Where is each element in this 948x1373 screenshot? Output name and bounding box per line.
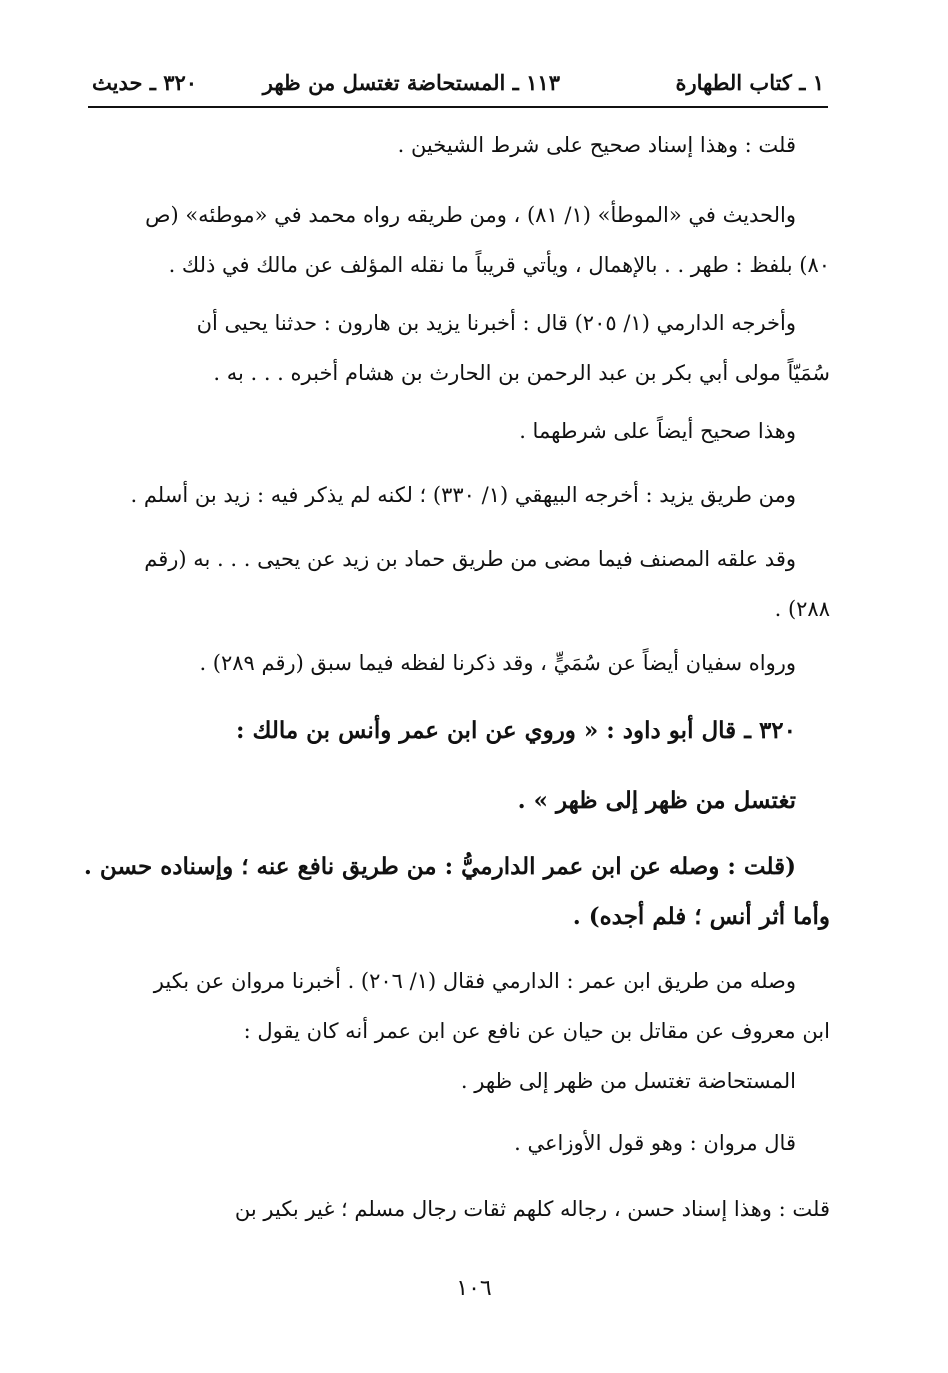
paragraph-9 <box>120 1118 830 1168</box>
text-line: وأخرجه الدارمي (١/ ٢٠٥) قال : أخبرنا يزيد بن هارون : حدثنا يحيى أن <box>196 311 796 335</box>
hadith-320-heading <box>120 706 830 756</box>
paragraph-7 <box>120 638 830 688</box>
quoted-text <box>120 1056 830 1106</box>
text-line: تغتسل من ظهر إلى ظهر » . <box>517 787 796 814</box>
paragraph-3 <box>120 298 830 398</box>
page-number: ١٠٦ <box>456 1276 492 1301</box>
paragraph-1 <box>120 120 830 170</box>
text-line: سُمَيّاً مولى أبي بكر بن عبد الرحمن بن الحارث بن هشام أخبره . . . به . <box>213 361 830 385</box>
paragraph-5 <box>120 470 830 520</box>
text-line: وهذا صحيح أيضاً على شرطهما . <box>519 419 796 443</box>
text-line: ٢٨٨) . <box>774 597 830 621</box>
text-line: وأما أثر أنس ؛ فلم أجده) . <box>572 903 830 930</box>
paragraph-8 <box>120 956 830 1056</box>
text-line: وصله من طريق ابن عمر : الدارمي فقال (١/ ٢٠٦) . أخبرنا مروان عن بكير <box>153 969 796 993</box>
author-note <box>83 842 830 942</box>
text-line: قلت : وهذا إسناد حسن ، رجاله كلهم ثقات رجال مسلم ؛ غير بكير بن <box>234 1197 830 1221</box>
text-line: ٣٢٠ ـ قال أبو داود : « وروي عن ابن عمر وأنس بن مالك : <box>235 717 796 744</box>
text-line: (قلت : وصله عن ابن عمر الدارميُّ : من طريق نافع عنه ؛ وإسناده حسن . <box>83 853 796 880</box>
text-line: قال مروان : وهو قول الأوزاعي . <box>514 1131 796 1155</box>
text-line: ومن طريق يزيد : أخرجه البيهقي (١/ ٣٣٠) ؛ لكنه لم يذكر فيه : زيد بن أسلم . <box>130 483 796 507</box>
text-line: قلت : وهذا إسناد صحيح على شرط الشيخين . <box>397 133 796 157</box>
header-hadith-number: ٣٢٠ ـ حديث <box>92 70 198 95</box>
running-header <box>88 66 828 108</box>
text-line: المستحاضة تغتسل من ظهر إلى ظهر . <box>460 1069 796 1093</box>
paragraph-6 <box>120 534 830 634</box>
text-line: والحديث في «الموطأ» (١/ ٨١) ، ومن طريقه رواه محمد في «موطئه» (ص <box>145 203 796 227</box>
text-line: ابن معروف عن مقاتل بن حيان عن نافع عن ابن عمر أنه كان يقول : <box>243 1019 830 1043</box>
text-line: وقد علقه المصنف فيما مضى من طريق حماد بن زيد عن يحيى . . . به (رقم <box>144 547 796 571</box>
paragraph-10 <box>120 1184 830 1234</box>
hadith-320-text <box>120 776 830 826</box>
paragraph-2 <box>120 190 830 290</box>
text-line: ٨٠) بلفظ : طهر . . بالإهمال ، ويأتي قريباً ما نقله المؤلف عن مالك في ذلك . <box>168 253 830 277</box>
header-chapter-title: ١١٣ ـ المستحاضة تغتسل من ظهر <box>262 70 560 95</box>
text-line: ورواه سفيان أيضاً عن سُمَيٍّ ، وقد ذكرنا لفظه فيما سبق (رقم ٢٨٩) . <box>199 651 796 675</box>
paragraph-4 <box>120 406 830 456</box>
header-book-title: ١ ـ كتاب الطهارة <box>675 70 824 95</box>
